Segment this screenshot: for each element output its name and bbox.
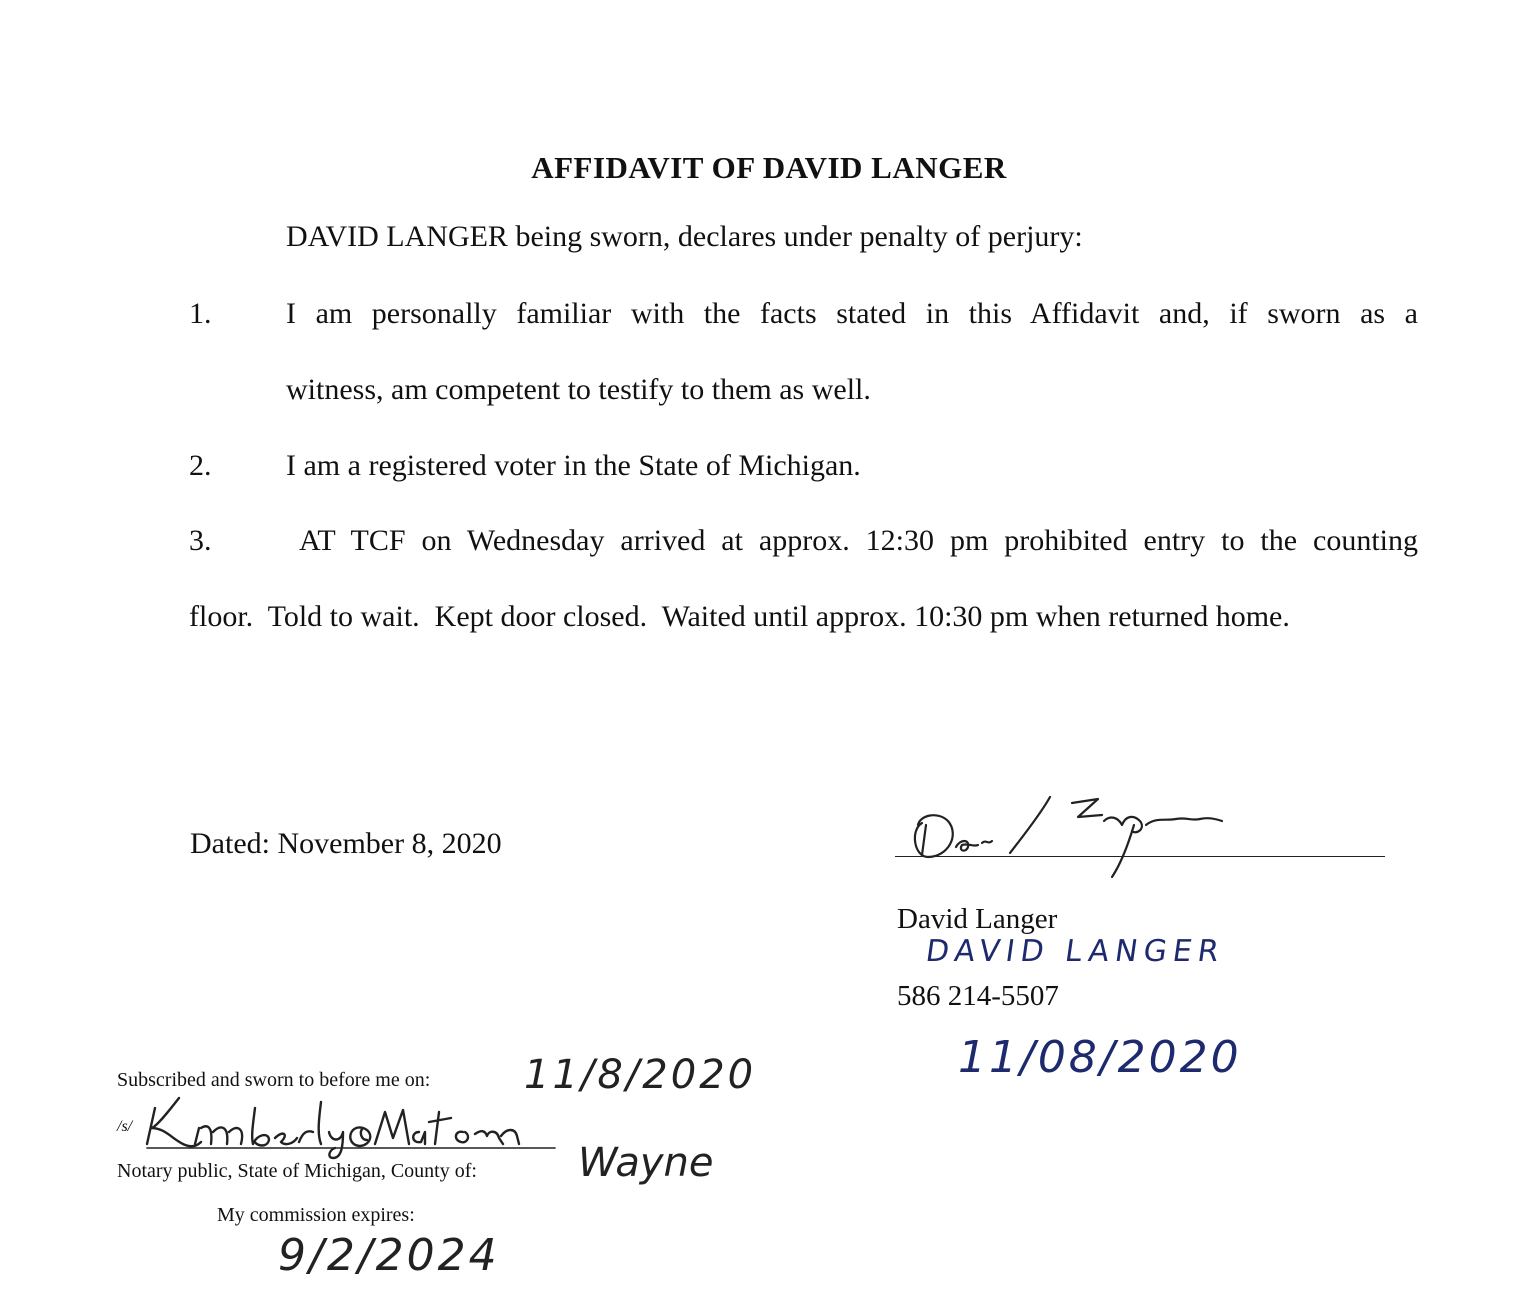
signer-phone: 586 214-5507: [897, 980, 1059, 1012]
signer-handwritten-date: 11/08/2020: [958, 1032, 1242, 1083]
paragraph-1-line-1: I am personally familiar with the facts stated in this Affidavit and, if sworn as a: [286, 297, 1418, 330]
signer-printed-name-handwritten: DAVID LANGER: [923, 934, 1228, 969]
paragraph-1-line-2: witness, am competent to testify to them as well.: [286, 373, 871, 406]
paragraph-3-line-1: AT TCF on Wednesday arrived at approx. 12:30 pm prohibited entry to the counting: [299, 524, 1418, 557]
notary-subscribed-date: 11/8/2020: [524, 1052, 757, 1098]
intro-text: DAVID LANGER being sworn, declares under penalty of perjury:: [286, 220, 1083, 253]
paragraph-number-2: 2.: [189, 449, 212, 482]
notary-county: Wayne: [578, 1140, 714, 1186]
notary-commission-label: My commission expires:: [217, 1204, 415, 1226]
notary-signature: [135, 1088, 565, 1160]
signer-signature: [900, 785, 1230, 885]
notary-slash-s: /s/: [117, 1118, 133, 1135]
paragraph-number-3: 3.: [189, 524, 212, 557]
paragraph-2-line-1: I am a registered voter in the State of Michigan.: [286, 449, 861, 482]
notary-public-label: Notary public, State of Michigan, County of:: [117, 1160, 477, 1182]
paragraph-number-1: 1.: [189, 297, 212, 330]
document-title: AFFIDAVIT OF DAVID LANGER: [531, 150, 1007, 185]
notary-subscribed-label: Subscribed and sworn to before me on:: [117, 1069, 431, 1091]
signer-typed-name: David Langer: [897, 903, 1058, 935]
signer-signature-line: [895, 856, 1385, 857]
notary-commission-date: 9/2/2024: [278, 1230, 500, 1281]
dated-line: Dated: November 8, 2020: [190, 827, 502, 860]
paragraph-3-line-2: floor. Told to wait. Kept door closed. Waited until approx. 10:30 pm when returned home.: [189, 600, 1290, 633]
